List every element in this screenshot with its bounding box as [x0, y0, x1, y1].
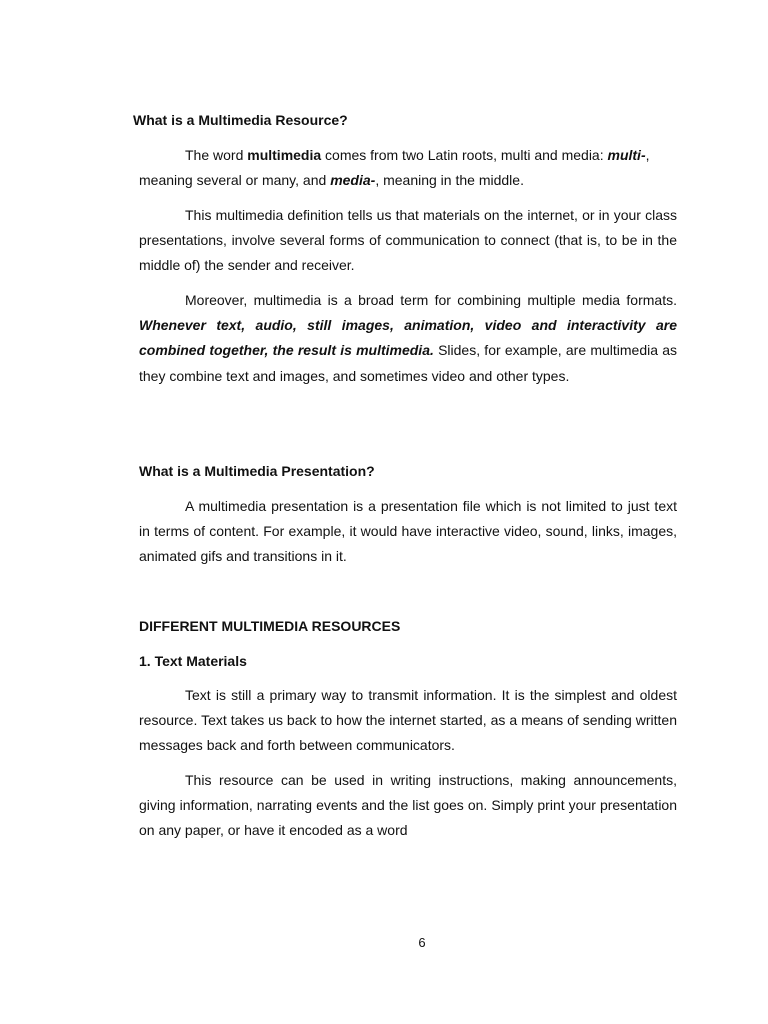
section-heading-different-resources: DIFFERENT MULTIMEDIA RESOURCES [139, 618, 401, 634]
text-run: This multimedia definition tells us that materials on the internet, or in your class presentations, involve several forms of communication to connect (that is, to be in the middle of) the sender and receiver. [139, 207, 677, 274]
bold-italic-term-media: media- [330, 172, 376, 189]
text-run: Moreover, multimedia is a broad term for combining multiple media formats. [185, 292, 677, 308]
text-run: The word [185, 147, 248, 163]
bold-italic-term-multi: multi- [607, 147, 646, 163]
text-run: This resource can be used in writing instructions, making announcements, giving information, narrating events and the list goes on. Simply print your presentation on any paper, or have it encoded as a word [139, 772, 677, 839]
paragraph-resource-uses [139, 768, 677, 844]
text-run: , meaning in the middle. [375, 172, 524, 189]
emphasized-statement: Whenever text, audio, still images, animation, video and interactivity are combined together, the result is multimedia. [139, 317, 677, 359]
paragraph-multimedia-definition [139, 143, 677, 193]
text-run: A multimedia presentation is a presentation file which is not limited to just text in terms of content. For example, it would have interactive video, sound, links, images, animated gifs and transitions in it. [139, 498, 677, 565]
section-heading-multimedia-presentation: What is a Multimedia Presentation? [139, 463, 375, 479]
bold-term-multimedia: multimedia [247, 147, 322, 163]
paragraph-broad-term [139, 288, 677, 389]
page-number: 6 [418, 935, 426, 950]
text-run: , meaning several or many, and [139, 147, 650, 189]
paragraph-presentation-definition [139, 494, 677, 570]
paragraph-text-primary-way [139, 683, 677, 759]
section-heading-multimedia-resource: What is a Multimedia Resource? [133, 112, 348, 128]
text-run: comes from two Latin roots, multi and media: [321, 147, 608, 163]
subheading-text-materials: 1. Text Materials [139, 653, 247, 669]
text-run: Text is still a primary way to transmit information. It is the simplest and oldest resource. Text takes us back to how the internet started, as a means of sending written messages back and forth between communicators. [139, 687, 677, 754]
paragraph-definition-explanation [139, 203, 677, 279]
text-run: Slides, for example, are multimedia as they combine text and images, and sometimes video and other types. [139, 342, 677, 384]
